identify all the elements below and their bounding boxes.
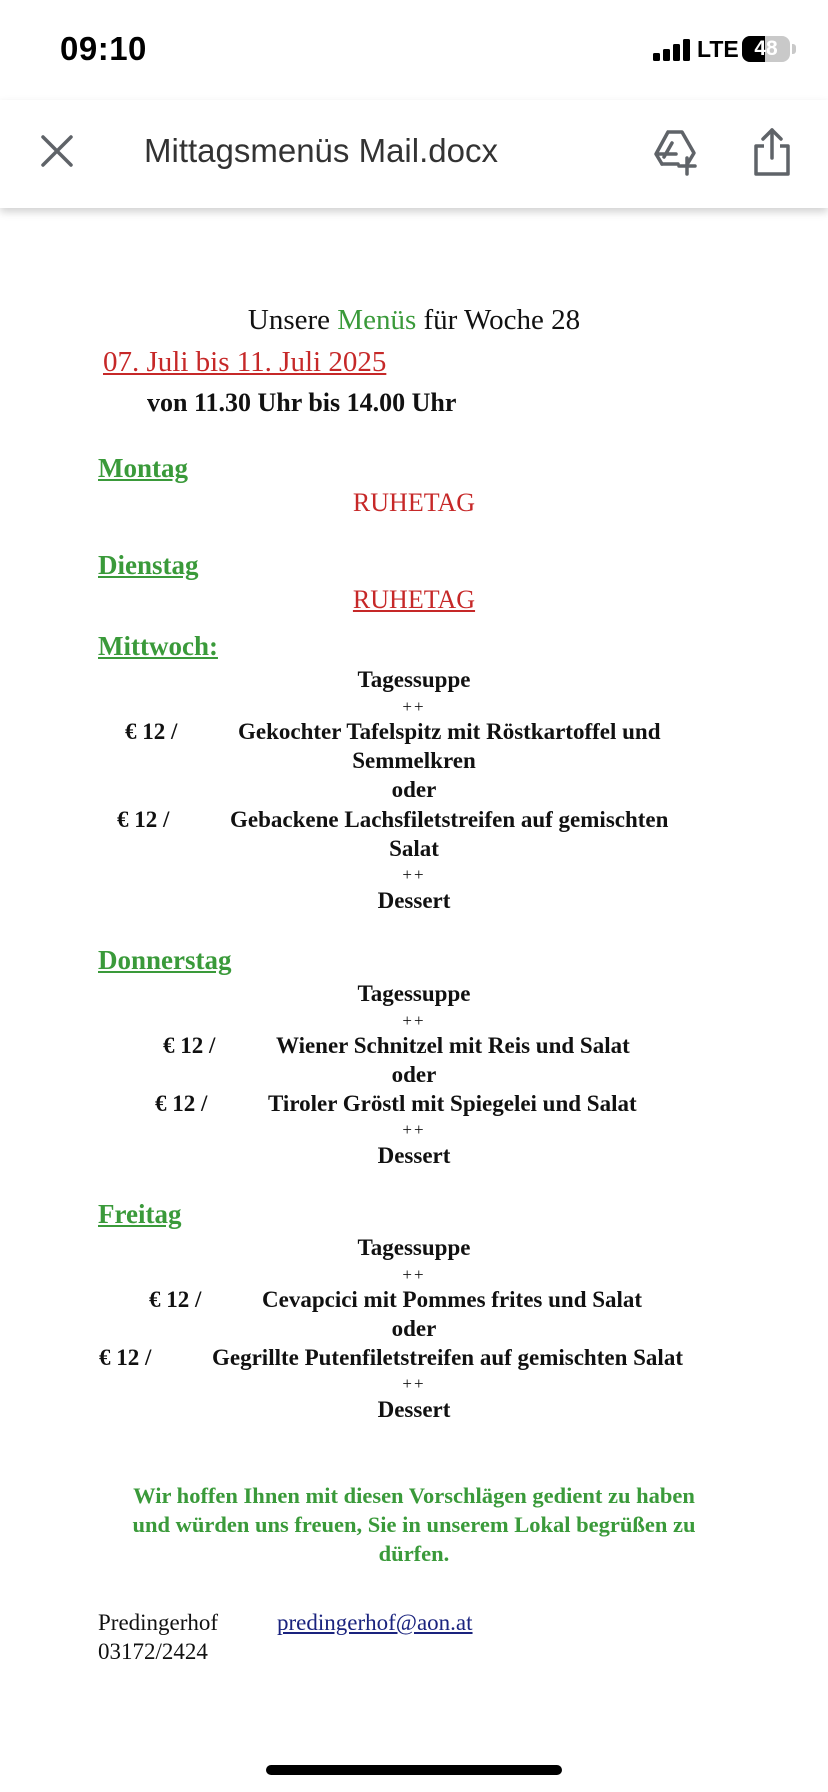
freitag-soup: Tagessuppe bbox=[357, 1235, 471, 1260]
freitag-separator-2: ++ bbox=[402, 1374, 426, 1393]
donnerstag-or: oder bbox=[391, 1062, 437, 1087]
document-content bbox=[0, 208, 828, 1728]
mittwoch-separator-2: ++ bbox=[402, 865, 426, 884]
mittwoch-separator-1: ++ bbox=[402, 697, 426, 716]
mittwoch-dish2-price: € 12 / bbox=[117, 807, 170, 832]
ruhetag-montag: RUHETAG bbox=[352, 488, 476, 517]
mittwoch-dish1-line2: Semmelkren bbox=[352, 748, 476, 773]
day-heading-montag: Montag bbox=[98, 453, 188, 483]
ruhetag-dienstag: RUHETAG bbox=[352, 585, 476, 614]
day-heading-dienstag: Dienstag bbox=[98, 550, 199, 580]
donnerstag-dish2: Tiroler Gröstl mit Spiegelei und Salat bbox=[268, 1091, 637, 1116]
donnerstag-dish1-price: € 12 / bbox=[163, 1033, 216, 1058]
freitag-dish1-price: € 12 / bbox=[149, 1287, 202, 1312]
mittwoch-dessert: Dessert bbox=[377, 888, 451, 913]
donnerstag-separator-1: ++ bbox=[402, 1011, 426, 1030]
donnerstag-dessert: Dessert bbox=[377, 1143, 451, 1168]
closing-line-2: und würden uns freuen, Sie in unserem Lokal begrüßen zu bbox=[132, 1512, 696, 1537]
add-to-drive-icon bbox=[650, 126, 700, 176]
status-time: 09:10 bbox=[60, 30, 147, 67]
day-heading-mittwoch: Mittwoch: bbox=[98, 631, 218, 661]
freitag-separator-1: ++ bbox=[402, 1265, 426, 1284]
footer-phone: 03172/2424 bbox=[98, 1639, 208, 1664]
date-range: 07. Juli bis 11. Juli 2025 bbox=[103, 346, 387, 378]
day-heading-freitag: Freitag bbox=[98, 1199, 182, 1229]
heading-highlight: Menüs bbox=[337, 304, 417, 336]
close-icon bbox=[36, 130, 78, 172]
battery-tip bbox=[792, 44, 796, 54]
footer-email-link[interactable]: predingerhof@aon.at bbox=[277, 1610, 473, 1635]
mittwoch-dish1-price: € 12 / bbox=[125, 719, 178, 744]
donnerstag-dish2-price: € 12 / bbox=[155, 1091, 208, 1116]
document-title: Mittagsmenüs Mail.docx bbox=[144, 132, 498, 169]
freitag-dish2-price: € 12 / bbox=[99, 1345, 152, 1370]
closing-line-1: Wir hoffen Ihnen mit diesen Vorschlägen gedient zu haben bbox=[133, 1483, 695, 1508]
menu-heading: Unsere Menüs für Woche 28 bbox=[247, 304, 581, 336]
footer-name: Predingerhof bbox=[98, 1610, 219, 1635]
mittwoch-dish2-line2: Salat bbox=[389, 836, 439, 861]
network-type: LTE bbox=[697, 36, 739, 62]
signal-bars-icon bbox=[653, 39, 691, 61]
donnerstag-dish1: Wiener Schnitzel mit Reis und Salat bbox=[276, 1033, 630, 1058]
close-button[interactable] bbox=[36, 130, 78, 172]
mittwoch-dish2-line1: Gebackene Lachsfiletstreifen auf gemischten bbox=[230, 807, 669, 832]
freitag-dessert: Dessert bbox=[377, 1397, 451, 1422]
day-heading-donnerstag: Donnerstag bbox=[98, 945, 232, 975]
closing-line-3: dürfen. bbox=[378, 1541, 450, 1566]
mittwoch-dish1-line1: Gekochter Tafelspitz mit Röstkartoffel und bbox=[238, 719, 661, 744]
battery-icon bbox=[742, 36, 790, 62]
opening-hours: von 11.30 Uhr bis 14.00 Uhr bbox=[147, 388, 457, 417]
freitag-dish1: Cevapcici mit Pommes frites und Salat bbox=[262, 1287, 643, 1312]
freitag-dish2: Gegrillte Putenfiletstreifen auf gemischten Salat bbox=[212, 1345, 683, 1370]
status-bar bbox=[0, 0, 828, 100]
freitag-or: oder bbox=[391, 1316, 437, 1341]
share-button[interactable] bbox=[748, 126, 796, 178]
mittwoch-or: oder bbox=[391, 777, 437, 802]
battery-percent: 48 bbox=[754, 37, 778, 60]
mittwoch-soup: Tagessuppe bbox=[357, 667, 471, 692]
donnerstag-separator-2: ++ bbox=[402, 1120, 426, 1139]
document-toolbar bbox=[0, 100, 828, 208]
home-indicator[interactable] bbox=[266, 1765, 562, 1775]
share-icon bbox=[748, 126, 796, 178]
donnerstag-soup: Tagessuppe bbox=[357, 981, 471, 1006]
add-to-drive-button[interactable] bbox=[650, 126, 700, 176]
